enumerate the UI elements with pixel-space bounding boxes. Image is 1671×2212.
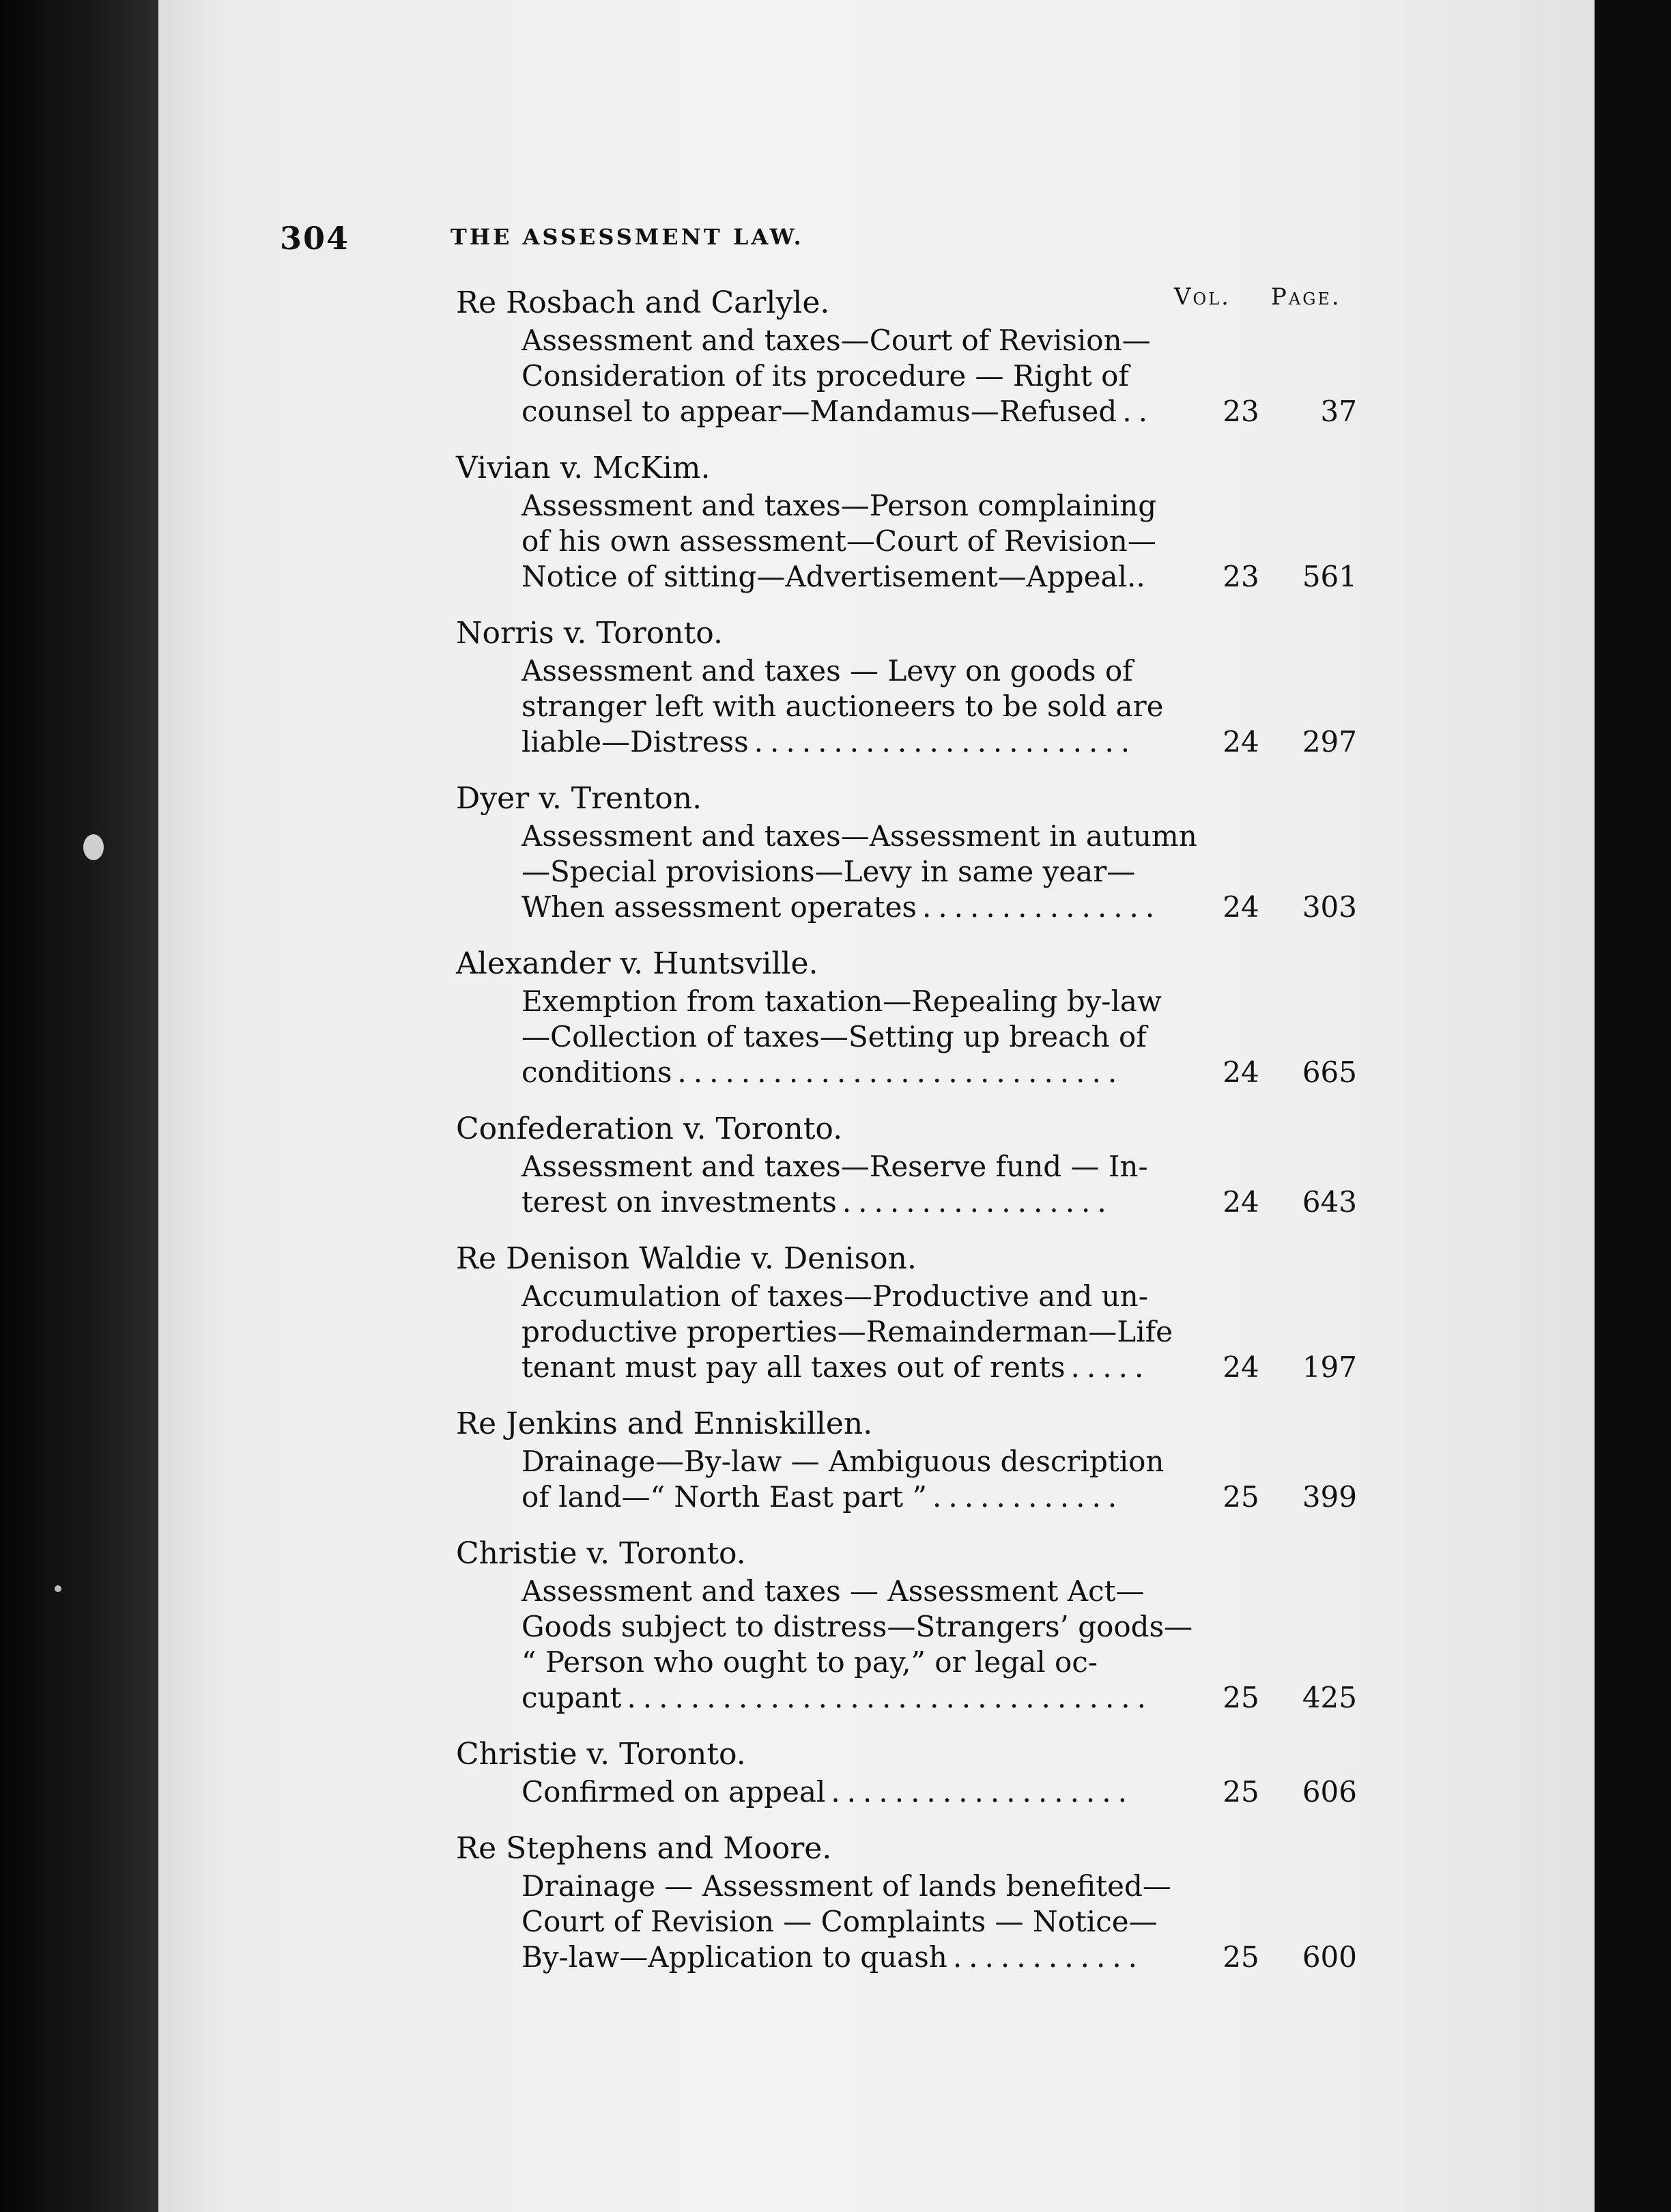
case-summary [522,323,1357,429]
summary-line: tenant must pay all taxes out of rents [522,1350,1066,1384]
page-blemish [83,834,104,860]
summary-line: Assessment and taxes — Levy on goods of [522,654,1133,687]
running-title: THE ASSESSMENT LAW. [451,224,804,250]
summary-line: conditions [522,1055,672,1089]
case-entry [456,283,1364,429]
page-header [280,220,1222,261]
dot-leader: ........................ [754,725,1137,758]
summary-last-line [456,1479,1364,1515]
summary-line: of his own assessment—Court of Revision— [522,524,1156,558]
summary-line: Goods subject to distress—Strangers’ goods— [522,1610,1193,1643]
summary-line: Assessment and taxes—Reserve fund — In- [522,1150,1148,1183]
right-page-edge [1595,0,1671,2212]
case-summary [522,819,1357,925]
summary-line: Exemption from taxation—Repealing by-law [522,984,1162,1018]
dot-leader: ............... [922,890,1162,924]
summary-last-line [456,1774,1364,1810]
volume-number: 25 [1223,1940,1259,1974]
page-reference: 37 [1320,395,1357,428]
dot-leader: ................... [831,1775,1134,1809]
case-title: Re Rosbach and Carlyle. [456,285,830,320]
case-entry [456,779,1364,925]
case-entry [456,449,1364,595]
case-title: Re Denison Waldie v. Denison. [456,1241,917,1276]
summary-line: —Collection of taxes—Setting up breach of [522,1020,1147,1053]
summary-last-line [456,1055,1364,1090]
summary-line: stranger left with auctioneers to be sold are [522,690,1164,723]
column-head-page: Page. [1271,283,1341,311]
summary-line: Accumulation of taxes—Productive and un- [522,1279,1148,1313]
summary-line: Drainage—By-law — Ambiguous description [522,1445,1165,1478]
case-title: Confederation v. Toronto. [456,1111,843,1146]
book-gutter-shadow [0,0,158,2212]
case-title: Dyer v. Trenton. [456,781,702,816]
summary-line: Assessment and taxes — Assessment Act— [522,1574,1145,1608]
case-title: Vivian v. McKim. [456,451,711,485]
page-reference: 561 [1302,560,1357,593]
volume-number: 23 [1223,395,1259,428]
case-summary [522,1444,1357,1515]
case-title: Christie v. Toronto. [456,1737,746,1772]
volume-number: 24 [1223,890,1259,924]
summary-line: Assessment and taxes—Court of Revision— [522,324,1151,357]
dot-leader: ............................ [677,1055,1124,1089]
case-summary [522,488,1357,595]
summary-line: “ Person who ought to pay,” or legal oc- [522,1645,1098,1679]
page-reference: 197 [1302,1350,1357,1384]
case-entry [456,1239,1364,1385]
summary-line: terest on investments [522,1185,837,1219]
summary-last-line [456,890,1364,925]
volume-number: 24 [1223,1350,1259,1384]
page-blemish [55,1585,61,1592]
summary-line: Assessment and taxes—Assessment in autumn [522,819,1197,853]
summary-line: When assessment operates [522,890,917,924]
case-summary [522,1774,1357,1810]
summary-line: Assessment and taxes—Person complaining [522,489,1157,522]
case-entry [456,1829,1364,1975]
case-title: Alexander v. Huntsville. [456,946,818,981]
dot-leader: ............ [952,1940,1145,1974]
page-reference: 600 [1302,1940,1357,1974]
case-entry [456,1404,1364,1515]
case-summary [522,1869,1357,1975]
dot-leader: .. [1122,395,1154,428]
page-reference: 425 [1302,1681,1357,1714]
case-title: Norris v. Toronto. [456,616,723,651]
summary-last-line [456,1350,1364,1385]
case-summary [522,1574,1357,1716]
dot-leader: ............ [932,1480,1124,1514]
case-entry [456,1735,1364,1810]
summary-last-line [456,724,1364,760]
volume-number: 24 [1223,1185,1259,1219]
page-reference: 643 [1302,1185,1357,1219]
case-entry [456,614,1364,760]
case-summary [522,984,1357,1090]
summary-line: Drainage — Assessment of lands benefited— [522,1869,1171,1903]
summary-line: By-law—Application to quash [522,1940,947,1974]
summary-last-line [456,1680,1364,1716]
summary-line: —Special provisions—Levy in same year— [522,855,1136,888]
volume-number: 25 [1223,1480,1259,1514]
summary-last-line [456,394,1364,429]
page-reference: 665 [1302,1055,1357,1089]
page-reference: 303 [1302,890,1357,924]
summary-line: Notice of sitting—Advertisement—Appeal.. [522,560,1145,593]
volume-number: 24 [1223,725,1259,758]
volume-number: 23 [1223,560,1259,593]
summary-last-line [456,1940,1364,1975]
summary-line: liable—Distress [522,725,749,758]
case-summary [522,1279,1357,1385]
summary-line: Court of Revision — Complaints — Notice— [522,1905,1158,1938]
case-list [456,283,1364,1994]
summary-line: cupant [522,1681,622,1714]
case-summary [522,653,1357,760]
case-entry [456,944,1364,1090]
case-title: Christie v. Toronto. [456,1536,746,1571]
case-summary [522,1149,1357,1220]
page-reference: 399 [1302,1480,1357,1514]
page-number: 304 [280,220,350,257]
page-reference: 606 [1302,1775,1357,1809]
summary-line: of land—“ North East part ” [522,1480,927,1514]
summary-line: Confirmed on appeal [522,1775,826,1809]
volume-number: 25 [1223,1775,1259,1809]
page-reference: 297 [1302,725,1357,758]
case-title: Re Stephens and Moore. [456,1831,832,1866]
summary-line: Consideration of its procedure — Right of [522,359,1129,393]
summary-last-line [456,1185,1364,1220]
dot-leader: ..... [1070,1350,1151,1384]
summary-last-line [456,559,1364,595]
case-title: Re Jenkins and Enniskillen. [456,1406,873,1441]
summary-line: counsel to appear—Mandamus—Refused [522,395,1117,428]
column-head-vol: Vol. [1174,283,1231,311]
dot-leader: ................................. [627,1681,1154,1714]
case-entry [456,1109,1364,1220]
dot-leader: ................. [842,1185,1113,1219]
case-entry [456,1534,1364,1716]
summary-line: productive properties—Remainderman—Life [522,1315,1173,1348]
volume-number: 25 [1223,1681,1259,1714]
volume-number: 24 [1223,1055,1259,1089]
